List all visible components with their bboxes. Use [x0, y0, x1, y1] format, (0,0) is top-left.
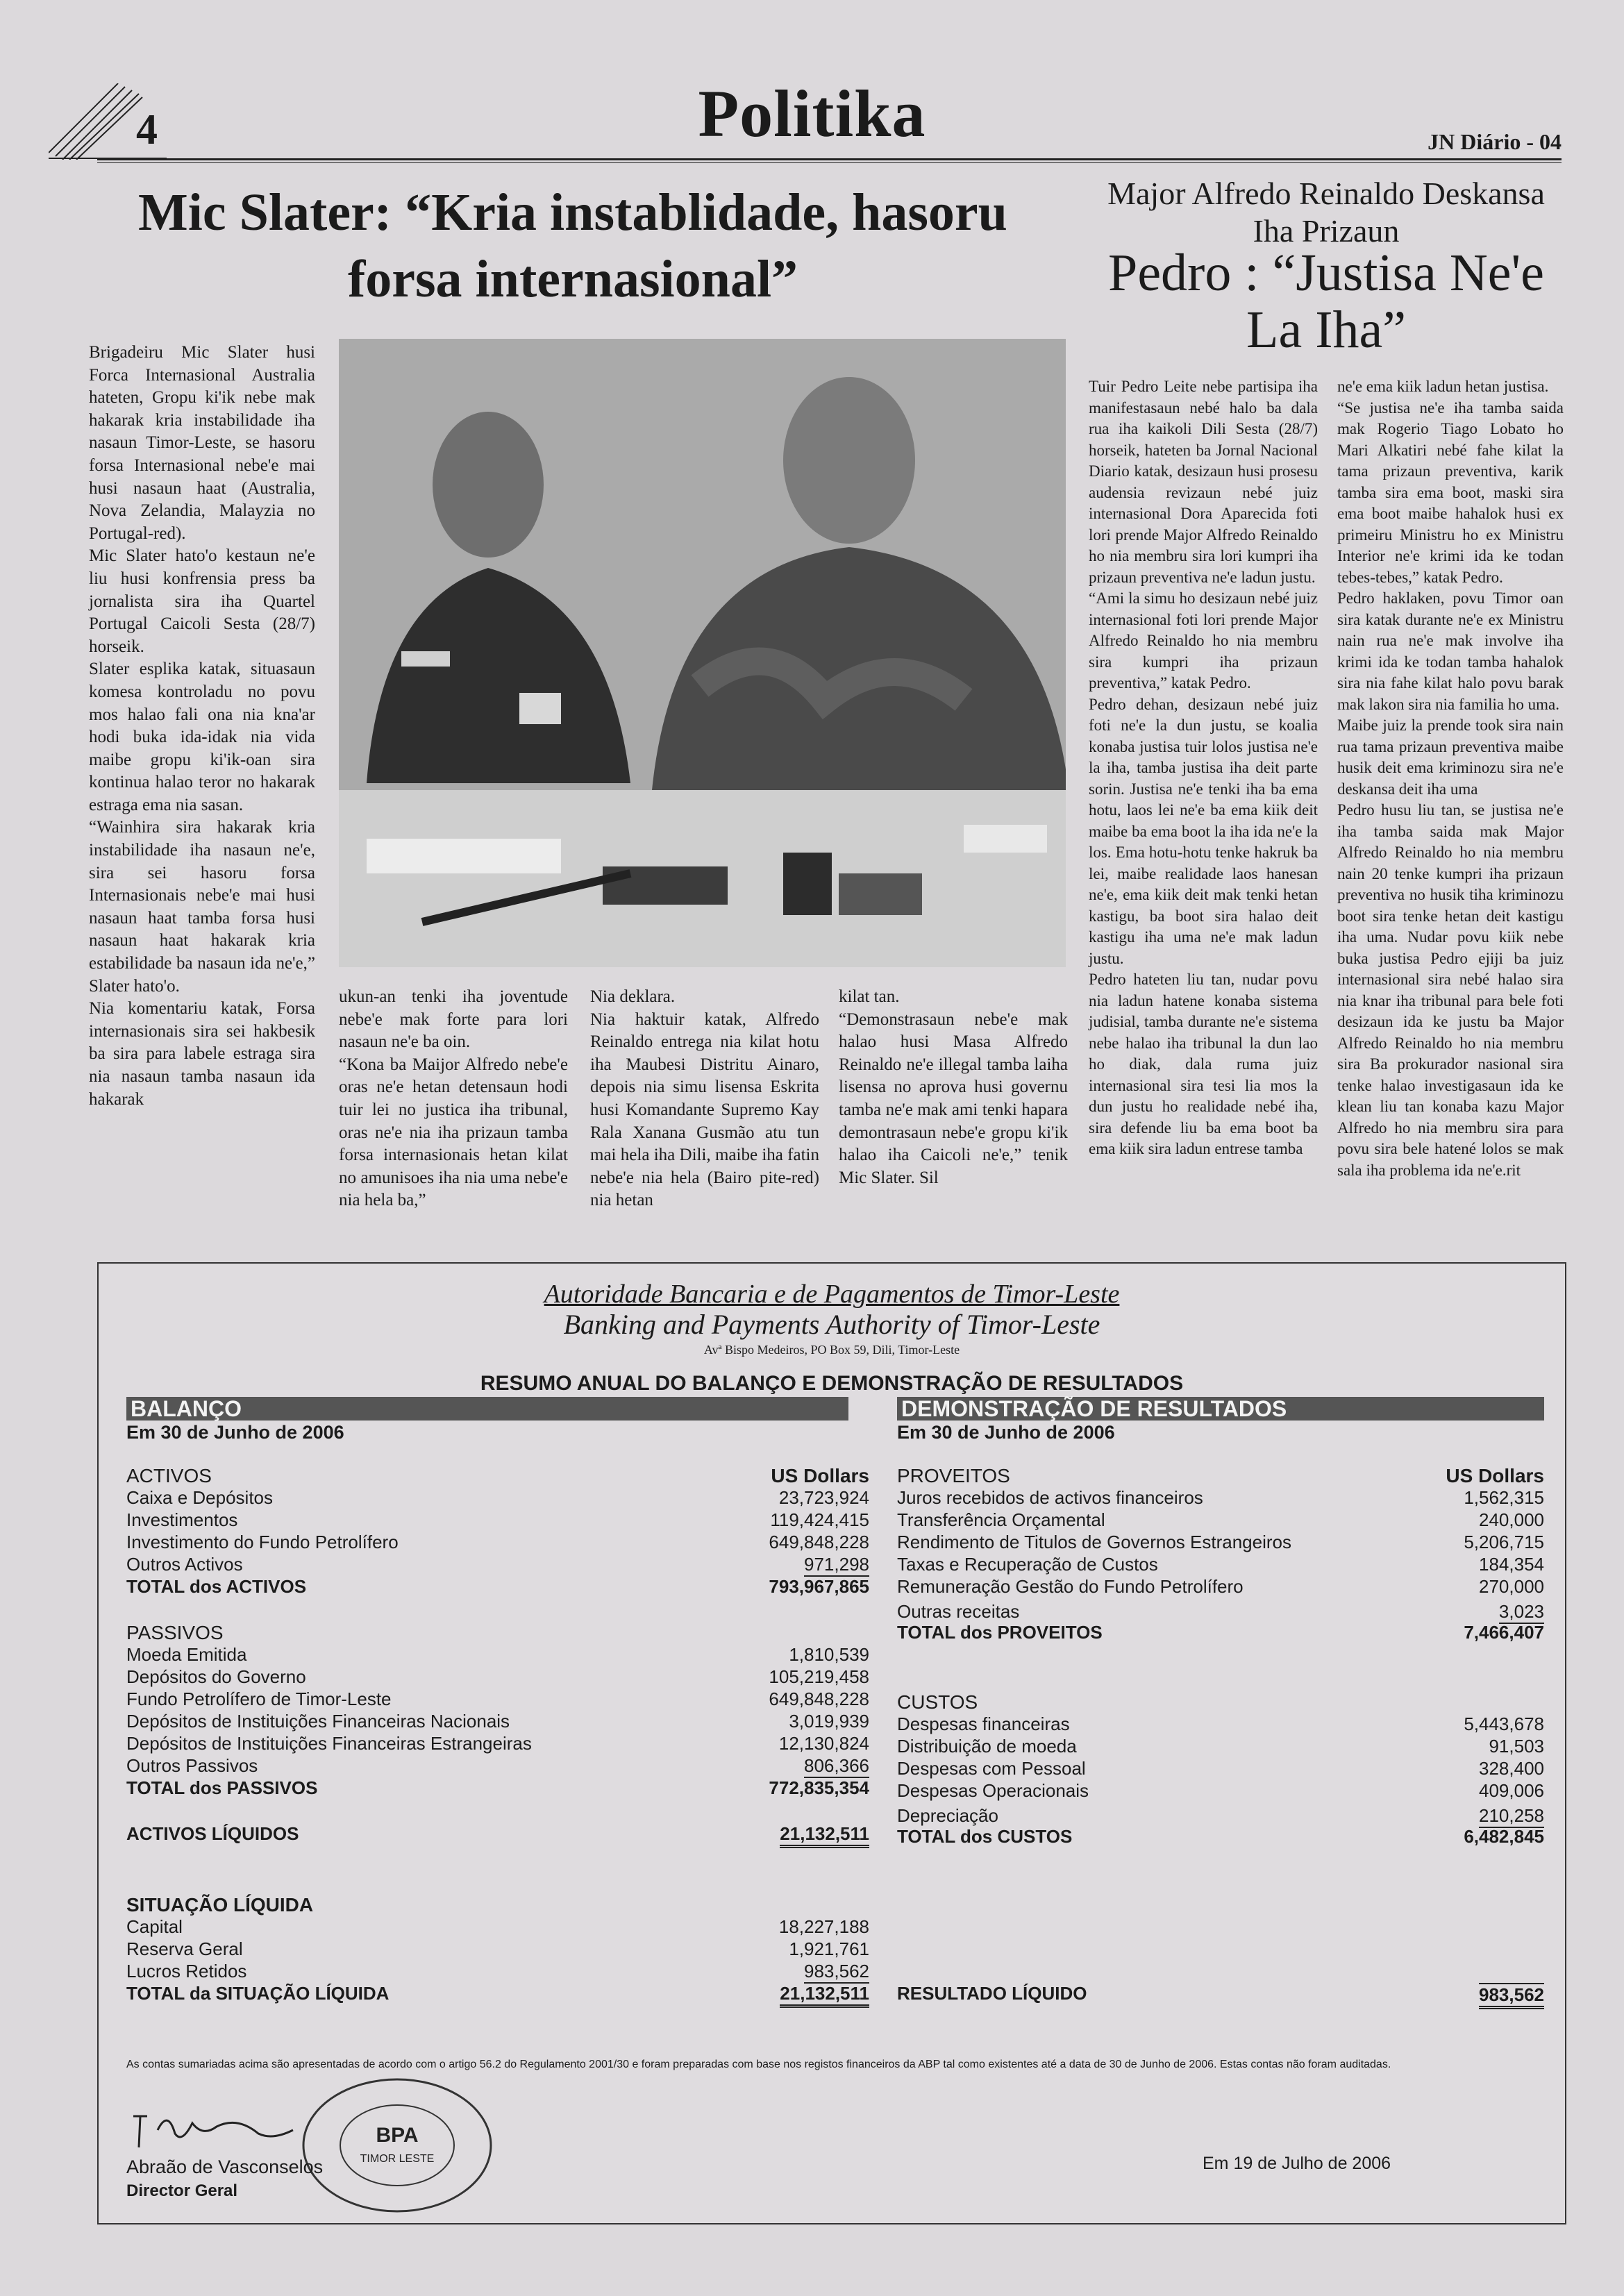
row-value: 23,723,924	[778, 1487, 869, 1508]
main-headline: Mic Slater: “Kria instablidade, hasoru forsa internasional”	[138, 183, 1007, 308]
balance-date: Em 30 de Junho de 2006	[126, 1422, 344, 1443]
row-label: Transferência Orçamental	[897, 1509, 1105, 1530]
custos-heading: CUSTOS	[897, 1691, 978, 1713]
table-row	[126, 1666, 869, 1689]
paragraph: Nia haktuir katak, Alfredo Reinaldo entrega nia kilat hotu iha Maubesi Distritu Ainaro, depois nia simu lisensa Eskrita husi Komandante Supremo Kay Rala Xanana Gusmão atu tun mai hela iha Dili, maibe iha fatin nebe'e nia hela (Bairo pite-red) nia hetan	[590, 1009, 819, 1210]
row-value: 184,354	[1479, 1554, 1544, 1575]
table-row	[897, 1780, 1544, 1802]
paragraph: “Demonstrasaun nebe'e mak halao husi Masa Alfredo Reinaldo ne'e illegal tamba laiha lisensa no aprova husi governu tamba ne'e mak ami tenki hapara demontrasaun nebe'e gropu ki'ik halao iha Caicoli ne'e,” tenik Mic Slater. Sil	[839, 1009, 1068, 1187]
table-row	[897, 1487, 1544, 1509]
financial-statement-ad	[97, 1262, 1566, 2224]
row-value: 806,366	[804, 1755, 869, 1778]
row-label: Outros Passivos	[126, 1755, 258, 1776]
activos-heading: ACTIVOS	[126, 1465, 212, 1486]
table-row	[897, 1805, 1544, 1827]
table-row	[126, 1532, 869, 1554]
seal-text: BPA	[376, 2124, 419, 2147]
balance-table	[126, 1465, 869, 2020]
page-number: 4	[136, 106, 158, 153]
row-value: 270,000	[1479, 1576, 1544, 1597]
total-value: 21,132,511	[780, 1983, 869, 2008]
row-value: 983,562	[804, 1961, 869, 1984]
row-label: Fundo Petrolífero de Timor-Leste	[126, 1689, 392, 1709]
paragraph: Tuir Pedro Leite nebe partisipa iha manifestasaun nebé halo ba dala rua iha kaikoli Dili Sesta (28/7) horseik, hateten ba Jornal Nacional Diario katak, desizaun husi prosesu audensia revizaun nebé juiz internasional Dora Aparecida foti lori prende Major Alfredo Reinaldo ho nia membru sira lori kumpri iha prizaun preventiva ne'e ladun justu.	[1089, 378, 1318, 586]
paragraph: Slater esplika katak, situasaun komesa kontroladu no povu mos halao fali ona nia kna'ar hodi buka ida-idak nia vida maibe gropu ki'ik-oan sira kontinua halao teror no hakarak estraga ema nia sasan.	[89, 660, 315, 814]
ad-address: Avª Bispo Medeiros, PO Box 59, Dili, Timor-Leste	[703, 1343, 960, 1357]
table-row	[897, 1532, 1544, 1554]
total-row	[126, 1823, 869, 1845]
total-row	[897, 1622, 1544, 1644]
row-label: Capital	[126, 1916, 183, 1937]
section-title: Politika	[698, 76, 926, 151]
row-value: 91,503	[1489, 1736, 1544, 1757]
total-value: 983,562	[1479, 1983, 1544, 2009]
row-label: Depósitos de Instituições Financeiras Estrangeiras	[126, 1733, 532, 1754]
row-value: 240,000	[1479, 1509, 1544, 1530]
total-label: TOTAL dos ACTIVOS	[126, 1576, 307, 1597]
signature-mark	[126, 2102, 307, 2158]
side-kicker: Major Alfredo Reinaldo Deskansa Iha Prizaun	[1107, 176, 1545, 249]
row-label: Moeda Emitida	[126, 1644, 247, 1665]
row-value: 1,810,539	[789, 1644, 869, 1665]
balance-bar: BALANÇO	[126, 1397, 848, 1421]
results-table	[897, 1465, 1544, 2020]
paragraph: Nia komentariu katak, Forsa internasionais sira sei hakbesik ba sira para labele estraga sira nia nasaun tamba nasaun ida hakarak	[89, 999, 315, 1109]
row-label: Rendimento de Titulos de Governos Estrangeiros	[897, 1532, 1291, 1552]
table-row	[126, 1961, 869, 1983]
header-rule-thin	[97, 162, 1562, 163]
row-label: Investimentos	[126, 1509, 238, 1530]
row-label: Juros recebidos de activos financeiros	[897, 1487, 1203, 1508]
row-value: 649,848,228	[769, 1689, 869, 1709]
row-value: 12,130,824	[778, 1733, 869, 1754]
paragraph: Pedro husu liu tan, se justisa ne'e iha tamba saida mak Major Alfredo Reinaldo ho nia membru nain 20 tenke kumpri iha prizaun preventiva no husik tiha kriminozu boot sira tenke hetan deit kastigu iha uma. Nudar povu kiik nebe buka justisa Pedro ejiji ba juiz internasional sira nebé halao sira nia knar iha tribunal para bele foti desizaun ida ke justu ba Major Alfredo Reinaldo ho nia membru sira Ba prokurador nasional sira tenke halao investigasaun ida ke klean liu tan konaba kazu Major Alfredo ho nia membru sira para povu sira bele hatené lolos se mak sala iha problema ida ne'e.rit	[1337, 801, 1564, 1179]
table-row	[897, 1465, 1544, 1487]
total-row	[126, 1576, 869, 1598]
row-value: 5,206,715	[1464, 1532, 1544, 1552]
currency-label: US Dollars	[1446, 1465, 1544, 1486]
row-label: Outras receitas	[897, 1601, 1020, 1622]
side-column-2	[1337, 376, 1564, 1181]
paragraph: ne'e ema kiik ladun hetan justisa.	[1337, 378, 1549, 395]
row-label: Despesas financeiras	[897, 1713, 1070, 1734]
signer-title: Director Geral	[126, 2181, 238, 2200]
row-value: 328,400	[1479, 1758, 1544, 1779]
row-value: 649,848,228	[769, 1532, 869, 1552]
paragraph: Brigadeiru Mic Slater husi Forca Internasional Australia hateten, Gropu ki'ik nebe mak hakarak kria instabilidade iha nasaun Timor-Leste, se hasoru forsa Internasional nebe'e mai husi nasaun haat (Australia, Nova Zelandia, Malayzia no Portugal-red).	[89, 343, 315, 543]
table-row	[897, 1601, 1544, 1623]
ad-title-portuguese: Autoridade Bancaria e de Pagamentos de Timor-Leste	[544, 1280, 1120, 1309]
table-row	[126, 1916, 869, 1938]
article-column-1	[89, 342, 315, 1111]
row-value: 3,023	[1499, 1601, 1544, 1624]
row-label: Despesas com Pessoal	[897, 1758, 1086, 1779]
total-row	[126, 1983, 869, 2005]
ad-title-english: Banking and Payments Authority of Timor-Leste	[563, 1309, 1100, 1340]
paragraph: Pedro haklaken, povu Timor oan sira katak durante ne'e ex Ministru nain rua ne'e mak involve iha krimi ida ke todan tamba hahalok sira nia fahe kilat halo povu barak mak lakon sira nia familia ho uma.	[1337, 589, 1564, 713]
table-row	[126, 1711, 869, 1733]
paragraph: “Kona ba Maijor Alfredo nebe'e oras ne'e hetan detensaun hodi tuir lei no justica iha tribunal, oras ne'e nia iha prizaun tamba forsa internasionais hetan kilat no amunisoes iha nia uma nebe'e nia hela ba,”	[339, 1055, 568, 1210]
total-label: TOTAL da SITUAÇÃO LÍQUIDA	[126, 1983, 390, 2004]
row-label: Distribuição de moeda	[897, 1736, 1077, 1757]
total-value: 7,466,407	[1464, 1622, 1544, 1643]
row-value: 105,219,458	[769, 1666, 869, 1687]
currency-label: US Dollars	[771, 1465, 869, 1486]
passivos-heading: PASSIVOS	[126, 1622, 224, 1643]
row-label: Outros Activos	[126, 1554, 243, 1575]
total-label: RESULTADO LÍQUIDO	[897, 1983, 1087, 2004]
table-row	[126, 1509, 869, 1532]
table-row	[897, 1576, 1544, 1598]
article-column-4	[839, 986, 1068, 1189]
row-value: 210,258	[1479, 1805, 1544, 1828]
table-row	[126, 1755, 869, 1777]
article-column-2	[339, 986, 568, 1212]
table-row	[126, 1689, 869, 1711]
header-rule	[97, 158, 1562, 160]
row-value: 119,424,415	[770, 1509, 869, 1530]
seal-subtext: TIMOR LESTE	[360, 2153, 435, 2165]
edition-label: JN Diário - 04	[1428, 129, 1562, 154]
table-row	[126, 1487, 869, 1509]
signer-name: Abraão de Vasconselos	[126, 2156, 324, 2177]
paragraph: Pedro hateten liu tan, nudar povu nia ladun hatene konaba sistema judisial, tamba durante ne'e sistema nebe halao iha tribunal la dun lao ho diak, dala ruma juiz internasional sira tesi lia mos la dun justu ho realidade nebé iha, sira defende liu ba ema boot ba ema kiik sira ladun entrese tamba	[1089, 971, 1318, 1157]
table-row	[126, 1554, 869, 1576]
table-row	[126, 1465, 869, 1487]
total-label: TOTAL dos PASSIVOS	[126, 1777, 318, 1798]
total-value: 21,132,511	[780, 1823, 869, 1848]
total-label: ACTIVOS LÍQUIDOS	[126, 1823, 299, 1844]
side-column-1	[1089, 376, 1318, 1160]
row-value: 18,227,188	[778, 1916, 869, 1937]
total-value: 793,967,865	[769, 1576, 869, 1597]
row-label: Investimento do Fundo Petrolífero	[126, 1532, 399, 1552]
paragraph: Pedro dehan, desizaun nebé juiz foti ne'e la dun justu, se koalia konaba justisa tuir lolos justisa ne'e la iha, tamba justisa iha deit parte sorin. Justisa ne'e tenki iha ba ema hotu, laos lei ne'e ba ema kiik deit maibe ba ema boot la iha ida ne'e la los. Ema hotu-hotu tenke hakruk ba lei, maibe realidade laos hanesan ne'e, ema kiik deit mak tenki hetan kastigu, ba boot sira halao deit kastigu iha uma ne'e mak ladun justu.	[1089, 695, 1318, 967]
row-label: Depósitos do Governo	[126, 1666, 306, 1687]
table-row	[897, 1509, 1544, 1532]
official-seal	[293, 2076, 494, 2215]
total-row	[897, 1983, 1544, 2005]
table-row	[897, 1758, 1544, 1780]
table-row	[126, 1938, 869, 1961]
paragraph: Maibe juiz la prende took sira nain rua tama prizaun preventiva maibe husik deit ema kriminozu sira ne'e deskansa deit iha uma	[1337, 717, 1564, 798]
table-row	[126, 1733, 869, 1755]
ad-summary-title: RESUMO ANUAL DO BALANÇO E DEMONSTRAÇÃO DE RESULTADOS	[480, 1372, 1184, 1395]
ad-signing-date: Em 19 de Julho de 2006	[1203, 2154, 1391, 2173]
paragraph: ukun-an tenki iha joventude nebe'e mak forte para lori nasaun ne'e ba oin.	[339, 987, 568, 1052]
paragraph: “Wainhira sira hakarak kria instabilidade iha nasaun ne'e, sira sei hasoru forsa Internasionais nebe'e mai husi nasaun haat tamba forsa husi nasaun haat hakarak kria estabilidade ba nasaun ida ne'e,” Slater hato'o.	[89, 818, 315, 996]
results-date: Em 30 de Junho de 2006	[897, 1422, 1115, 1443]
table-row	[126, 1894, 869, 1916]
total-value: 772,835,354	[769, 1777, 869, 1798]
situacao-heading: SITUAÇÃO LÍQUIDA	[126, 1894, 314, 1916]
table-row	[126, 1644, 869, 1666]
row-label: Depósitos de Instituições Financeiras Nacionais	[126, 1711, 510, 1732]
total-label: TOTAL dos CUSTOS	[897, 1826, 1073, 1847]
total-value: 6,482,845	[1464, 1826, 1544, 1847]
row-value: 1,921,761	[789, 1938, 869, 1959]
total-row	[126, 1777, 869, 1800]
table-row	[126, 1622, 869, 1644]
paragraph: “Ami la simu ho desizaun nebé juiz internasional foti lori prende Major Alfredo Reinaldo ho nia membru sira kumpri iha prizaun preventiva,” katak Pedro.	[1089, 589, 1318, 692]
paragraph: Nia deklara.	[590, 987, 676, 1006]
table-row	[897, 1736, 1544, 1758]
total-label: TOTAL dos PROVEITOS	[897, 1622, 1103, 1643]
table-row	[897, 1554, 1544, 1576]
results-bar: DEMONSTRAÇÃO DE RESULTADOS	[897, 1397, 1544, 1421]
press-conference-photo	[339, 339, 1066, 967]
paragraph: Mic Slater hato'o kestaun ne'e liu husi konfrensia press ba jornalista sira iha Quartel Portugal Caicoli Sesta (28/7) horseik.	[89, 546, 315, 656]
row-value: 409,006	[1479, 1780, 1544, 1801]
row-label: Remuneração Gestão do Fundo Petrolífero	[897, 1576, 1244, 1597]
row-label: Caixa e Depósitos	[126, 1487, 273, 1508]
article-column-3	[590, 986, 819, 1212]
row-value: 3,019,939	[789, 1711, 869, 1732]
row-value: 1,562,315	[1464, 1487, 1544, 1508]
row-label: Despesas Operacionais	[897, 1780, 1089, 1801]
table-row	[897, 1691, 1544, 1713]
ad-footnote: As contas sumariadas acima são apresentadas de acordo com o artigo 56.2 do Regulamento 2001/30 e foram preparadas com base nos registos financeiros da ABP tal como existentes até a data de 30 de Junho de 2006. Estas contas não foram auditadas.	[126, 2059, 1391, 2070]
proveitos-heading: PROVEITOS	[897, 1465, 1010, 1486]
paragraph: kilat tan.	[839, 987, 900, 1006]
row-value: 5,443,678	[1464, 1713, 1544, 1734]
table-row	[897, 1713, 1544, 1736]
side-headline: Pedro : “Justisa Ne'e La Iha”	[1108, 244, 1544, 359]
total-row	[897, 1826, 1544, 1848]
row-label: Lucros Retidos	[126, 1961, 247, 1981]
paragraph: “Se justisa ne'e iha tamba saida mak Rogerio Tiago Lobato ho Mari Alkatiri nebé fahe kilat la tama prizaun preventiva, karik tamba sira ema boot, maski sira ema boot maibe hahalok husi ex primeiru Ministru ho ex Ministru Interior ne'e krimi ida ke todan tebes-tebes,” katak Pedro.	[1337, 399, 1564, 586]
row-label: Taxas e Recuperação de Custos	[897, 1554, 1158, 1575]
row-label: Reserva Geral	[126, 1938, 243, 1959]
row-value: 971,298	[804, 1554, 869, 1577]
row-label: Depreciação	[897, 1805, 998, 1826]
